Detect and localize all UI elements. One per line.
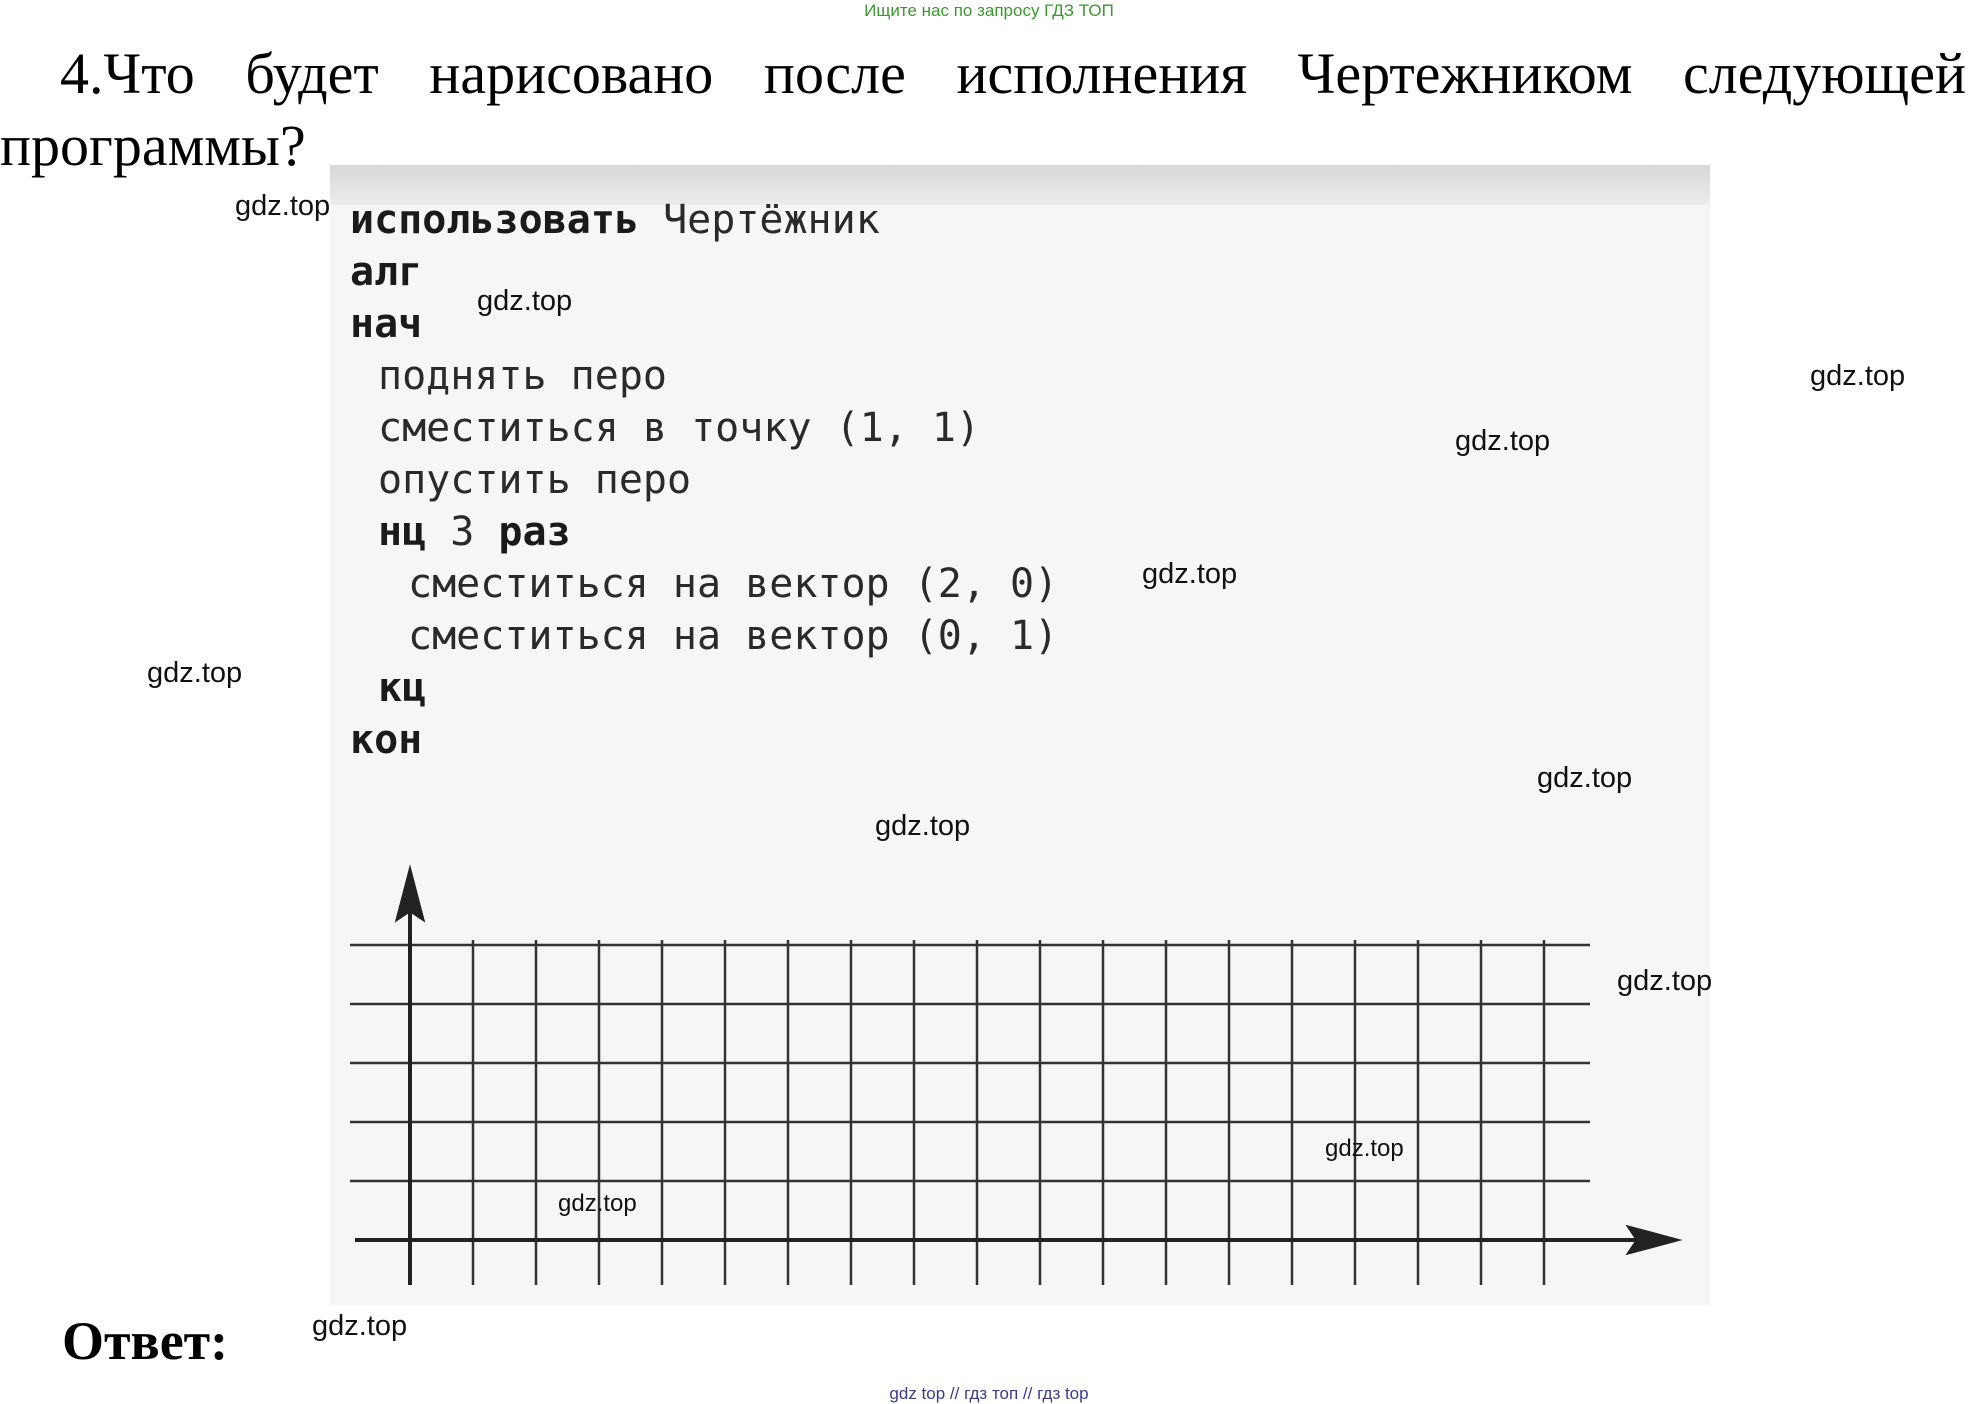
code-line-1: использовать Чертёжник — [350, 197, 880, 243]
code-line-11: кон — [350, 717, 423, 763]
code-line-8: сместиться на вектор (2, 0) — [408, 561, 1059, 607]
question-text — [0, 38, 1966, 182]
watermark: gdz.top — [312, 1310, 408, 1342]
coordinate-grid — [330, 860, 1690, 1300]
watermark: gdz.top — [1325, 1135, 1404, 1162]
code-line-10: кц — [378, 665, 427, 711]
question-line-2: программы? — [0, 113, 306, 178]
code-line-3: нач — [350, 301, 423, 347]
watermark: gdz.top — [1142, 558, 1238, 590]
code-line-7: нц 3 раз — [378, 509, 571, 555]
top-banner: Ищите нас по запросу ГДЗ ТОП — [864, 1, 1114, 20]
watermark: gdz.top — [1537, 762, 1633, 794]
question-line-1: 4.Что будет нарисовано после исполнения Чертежником следующей — [60, 41, 1966, 106]
code-line-5: сместиться в точку (1, 1) — [378, 405, 981, 451]
watermark: gdz.top — [477, 285, 573, 317]
watermark: gdz.top — [558, 1190, 637, 1217]
watermark: gdz.top — [235, 190, 331, 222]
watermark: gdz.top — [1617, 965, 1713, 997]
code-line-2: алг — [350, 249, 423, 295]
code-line-4: поднять перо — [378, 353, 667, 399]
y-axis-arrow — [398, 872, 422, 918]
x-axis-arrow — [1630, 1228, 1675, 1252]
code-line-9: сместиться на вектор (0, 1) — [408, 613, 1059, 659]
code-line-6: опустить перо — [378, 457, 692, 503]
watermark: gdz.top — [1810, 360, 1906, 392]
watermark: gdz.top — [1455, 425, 1551, 457]
answer-label: Ответ: — [62, 1311, 229, 1371]
footer-links: gdz top // гдз топ // гдз top — [889, 1384, 1089, 1403]
watermark: gdz.top — [875, 810, 971, 842]
watermark: gdz.top — [147, 657, 243, 689]
